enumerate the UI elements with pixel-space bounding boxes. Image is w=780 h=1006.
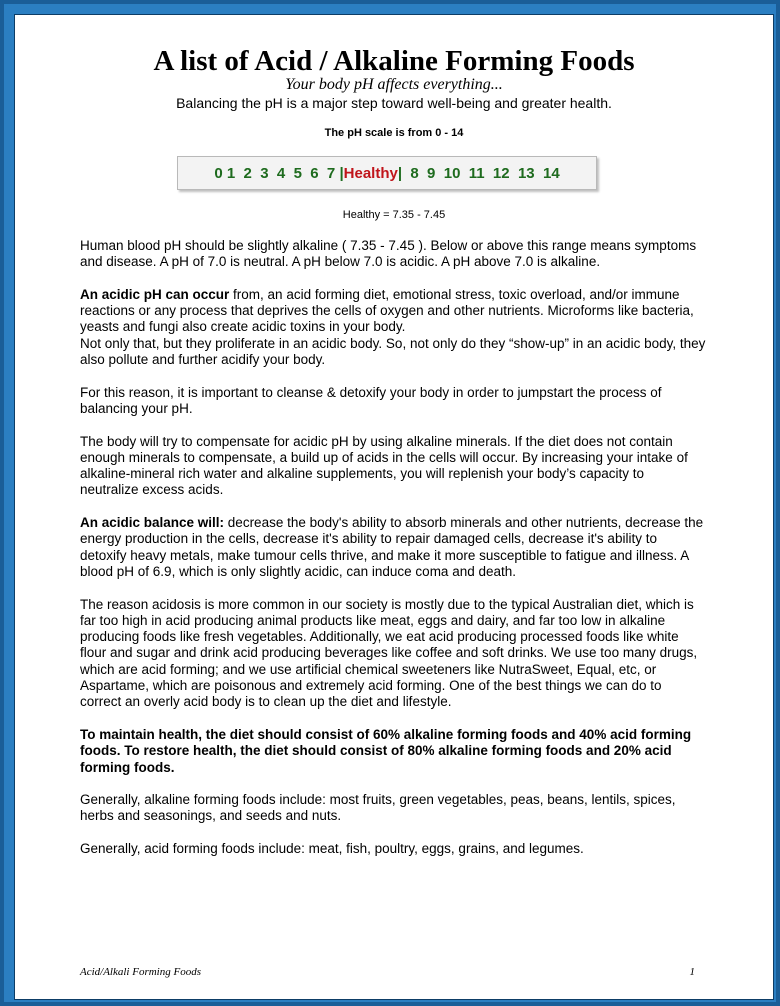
paragraph-lead-bold: An acidic pH can occur bbox=[80, 286, 230, 302]
document-subtitle: Your body pH affects everything... bbox=[285, 76, 503, 93]
footer-page-number: 1 bbox=[689, 966, 695, 978]
document-title: A list of Acid / Alkaline Forming Foods bbox=[153, 45, 635, 77]
paragraph-acid-foods: Generally, acid forming foods include: meat, fish, poultry, eggs, grains, and legumes. bbox=[80, 840, 584, 856]
paragraph-text-continued: Not only that, but they proliferate in an acidic body. So, not only do they “show-up” in an acidic body, they also pollute and further acidify your body. bbox=[80, 335, 706, 368]
paragraph-text: from, an acid forming diet, emotional stress, toxic overload, and/or immune reactions or any process that deprives the cells of oxygen and other nutrients. Microforms like bacteria, yeasts and fungi also create acidic toxins in your body. bbox=[80, 286, 694, 335]
ph-scale-acidic: 0 1 2 3 4 5 6 7 bbox=[214, 164, 340, 182]
paragraph-maintain-health bbox=[80, 727, 706, 776]
paragraph-text: decrease the body's ability to absorb minerals and other nutrients, decrease the energy production in the cells, decrease it's ability to repair damaged cells, decrease it's ability to detoxify heavy metals, make tumour cells thrive, and make it more susceptible to fatigue and illness. A blood pH of 6.9, which is only slightly acidic, can induce coma and death. bbox=[80, 515, 704, 579]
paragraph-lead-bold: An acidic balance will: bbox=[80, 515, 225, 531]
paragraph-acidosis-reason: The reason acidosis is more common in our society is mostly due to the typical Australian diet, which is far too high in acid producing animal products like meat, eggs and dairy, and far too low in alkaline producing foods like fresh vegetables. Additionally, we eat acid producing processed foods like white flour and sugar and drink acid producing beverages like coffee and soft drinks. We use too many drugs, which are acid forming; and we use artificial chemical sweeteners like NutraSweet, Equal, etc, or Aspartame, which are poisonous and extremely acid forming. One of the best things we can do to correct an overly acid body is to clean up the diet and lifestyle. bbox=[80, 596, 698, 710]
document-body bbox=[80, 238, 706, 874]
ph-scale-bar-right: | bbox=[397, 164, 403, 182]
paragraph-acidic-ph-causes bbox=[80, 287, 706, 368]
ph-scale-box bbox=[177, 156, 597, 190]
footer-title: Acid/Alkali Forming Foods bbox=[80, 966, 201, 978]
paragraph-acidic-balance bbox=[80, 515, 706, 580]
paragraph-compensate: The body will try to compensate for acidic pH by using alkaline minerals. If the diet does not contain enough minerals to compensate, a build up of acids in the cells will occur. By increasing your intake of alkaline-mineral rich water and alkaline supplements, you will replenish your body’s capacity to neutralize excess acids. bbox=[80, 433, 688, 498]
ph-scale-healthy: Healthy bbox=[343, 164, 398, 182]
healthy-range: Healthy = 7.35 - 7.45 bbox=[342, 209, 446, 221]
document-page bbox=[14, 14, 774, 1000]
ph-scale-bar-left: | bbox=[339, 164, 344, 182]
ph-scale-note: The pH scale is from 0 - 14 bbox=[324, 127, 464, 139]
ph-scale-alkaline: 8 9 10 11 12 13 14 bbox=[402, 164, 560, 182]
paragraph-bold-text: To maintain health, the diet should consist of 60% alkaline forming foods and 40% acid forming foods. To restore health, the diet should consist of 80% alkaline forming foods and 20% acid forming foods. bbox=[80, 726, 692, 775]
document-tagline: Balancing the pH is a major step toward well-being and greater health. bbox=[176, 95, 612, 111]
paragraph-blood-ph: Human blood pH should be slightly alkaline ( 7.35 - 7.45 ). Below or above this range means symptoms and disease. A pH of 7.0 is neutral. A pH below 7.0 is acidic. A pH above 7.0 is alkaline. bbox=[80, 238, 697, 270]
paragraph-alkaline-foods: Generally, alkaline forming foods include: most fruits, green vegetables, peas, beans, lentils, spices, herbs and seasonings, and seeds and nuts. bbox=[80, 792, 676, 824]
paragraph-cleanse: For this reason, it is important to cleanse & detoxify your body in order to jumpstart the process of balancing your pH. bbox=[80, 384, 662, 416]
